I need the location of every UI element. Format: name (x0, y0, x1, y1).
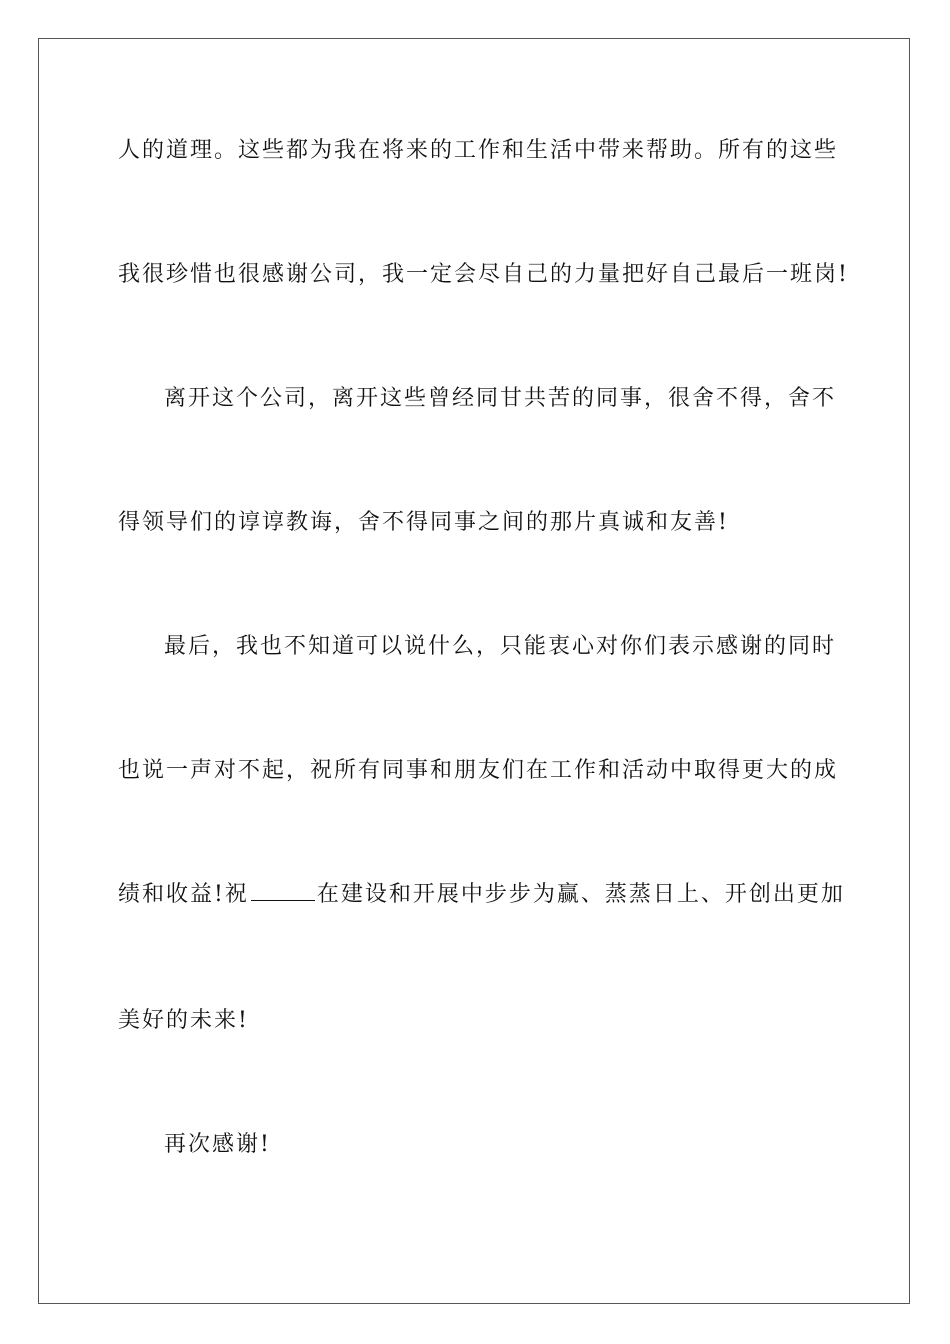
fill-in-blank (251, 880, 315, 901)
text-line-1: 人的道理。这些都为我在将来的工作和生活中带来帮助。所有的这些 (118, 138, 839, 163)
text-line-6: 也说一声对不起，祝所有同事和朋友们在工作和活动中取得更大的成 (118, 758, 839, 783)
page-border (38, 38, 910, 1304)
text-line-7 (118, 880, 845, 910)
text-line-8: 美好的未来! (118, 1008, 249, 1033)
text-line-2: 我很珍惜也很感谢公司，我一定会尽自己的力量把好自己最后一班岗! (118, 262, 849, 287)
text-line-4: 得领导们的谆谆教诲，舍不得同事之间的那片真诚和友善! (118, 510, 729, 535)
text-line-5: 最后，我也不知道可以说什么，只能衷心对你们表示感谢的同时 (164, 634, 837, 659)
text-line-3: 离开这个公司，离开这些曾经同甘共苦的同事，很舍不得，舍不 (164, 386, 837, 411)
text-line-9: 再次感谢! (164, 1132, 271, 1157)
text-line-7-end: 在建设和开展中步步为赢、蒸蒸日上、开创出更加 (316, 882, 845, 907)
text-line-7-start: 绩和收益!祝 (118, 882, 249, 907)
